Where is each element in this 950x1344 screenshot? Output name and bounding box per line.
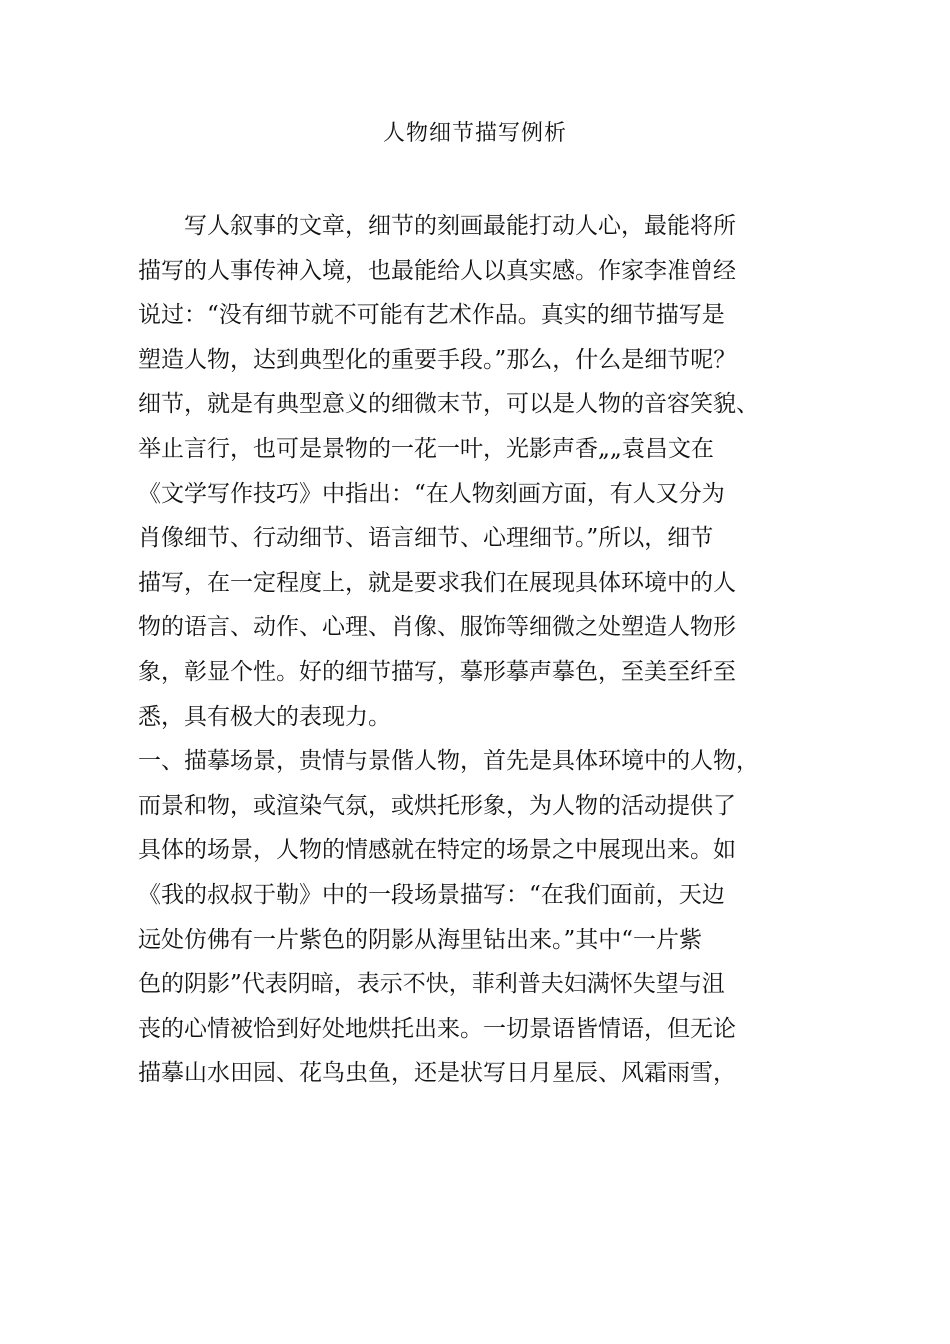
text-line: 象，彰显个性。好的细节描写，摹形摹声摹色，至美至纤至: [138, 658, 736, 685]
text-line: 而景和物，或渲染气氛，或烘托形象，为人物的活动提供了: [138, 792, 736, 819]
text-line: 描摹山水田园、花鸟虫鱼，还是状写日月星辰、风霜雨雪，: [138, 1060, 736, 1087]
text-line: 物的语言、动作、心理、肖像、服饰等细微之处塑造人物形: [138, 614, 736, 641]
text-line: 描写的人事传神入境，也最能给人以真实感。作家李准曾经: [138, 257, 736, 284]
text-line: 细节，就是有典型意义的细微末节，可以是人物的音容笑貌、: [138, 391, 759, 418]
text-line: 说过：“没有细节就不可能有艺术作品。真实的细节描写是: [138, 302, 725, 329]
document-title: 人物细节描写例析: [382, 121, 567, 146]
text-line: 描写，在一定程度上，就是要求我们在展现具体环境中的人: [138, 569, 736, 596]
text-line: 具体的场景，人物的情感就在特定的场景之中展现出来。如: [138, 837, 736, 864]
text-line: 丧的心情被恰到好处地烘托出来。一切景语皆情语，但无论: [138, 1015, 736, 1042]
text-line: 悉，具有极大的表现力。: [138, 703, 391, 730]
document-body: [138, 204, 858, 1096]
text-line: 肖像细节、行动细节、语言细节、心理细节。”所以，细节: [138, 525, 714, 552]
text-line: 《我的叔叔于勒》中的一段场景描写：“在我们面前，天边: [138, 881, 725, 908]
text-line: 塑造人物，达到典型化的重要手段。”那么，什么是细节呢？: [138, 346, 737, 373]
text-line: 《文学写作技巧》中指出：“在人物刻画方面，有人又分为: [138, 480, 725, 507]
section-heading-line: 一、描摹场景，贵情与景偕人物，首先是具体环境中的人物，: [138, 748, 759, 775]
text-line: 举止言行，也可是景物的一花一叶，光影声香„„袁昌文在: [138, 435, 714, 462]
text-line: 远处仿佛有一片紫色的阴影从海里钻出来。”其中“一片紫: [138, 926, 703, 953]
text-line: 写人叙事的文章，细节的刻画最能打动人心，最能将所: [184, 213, 736, 239]
text-line: 色的阴影”代表阴暗，表示不快，菲利普夫妇满怀失望与沮: [138, 971, 725, 998]
